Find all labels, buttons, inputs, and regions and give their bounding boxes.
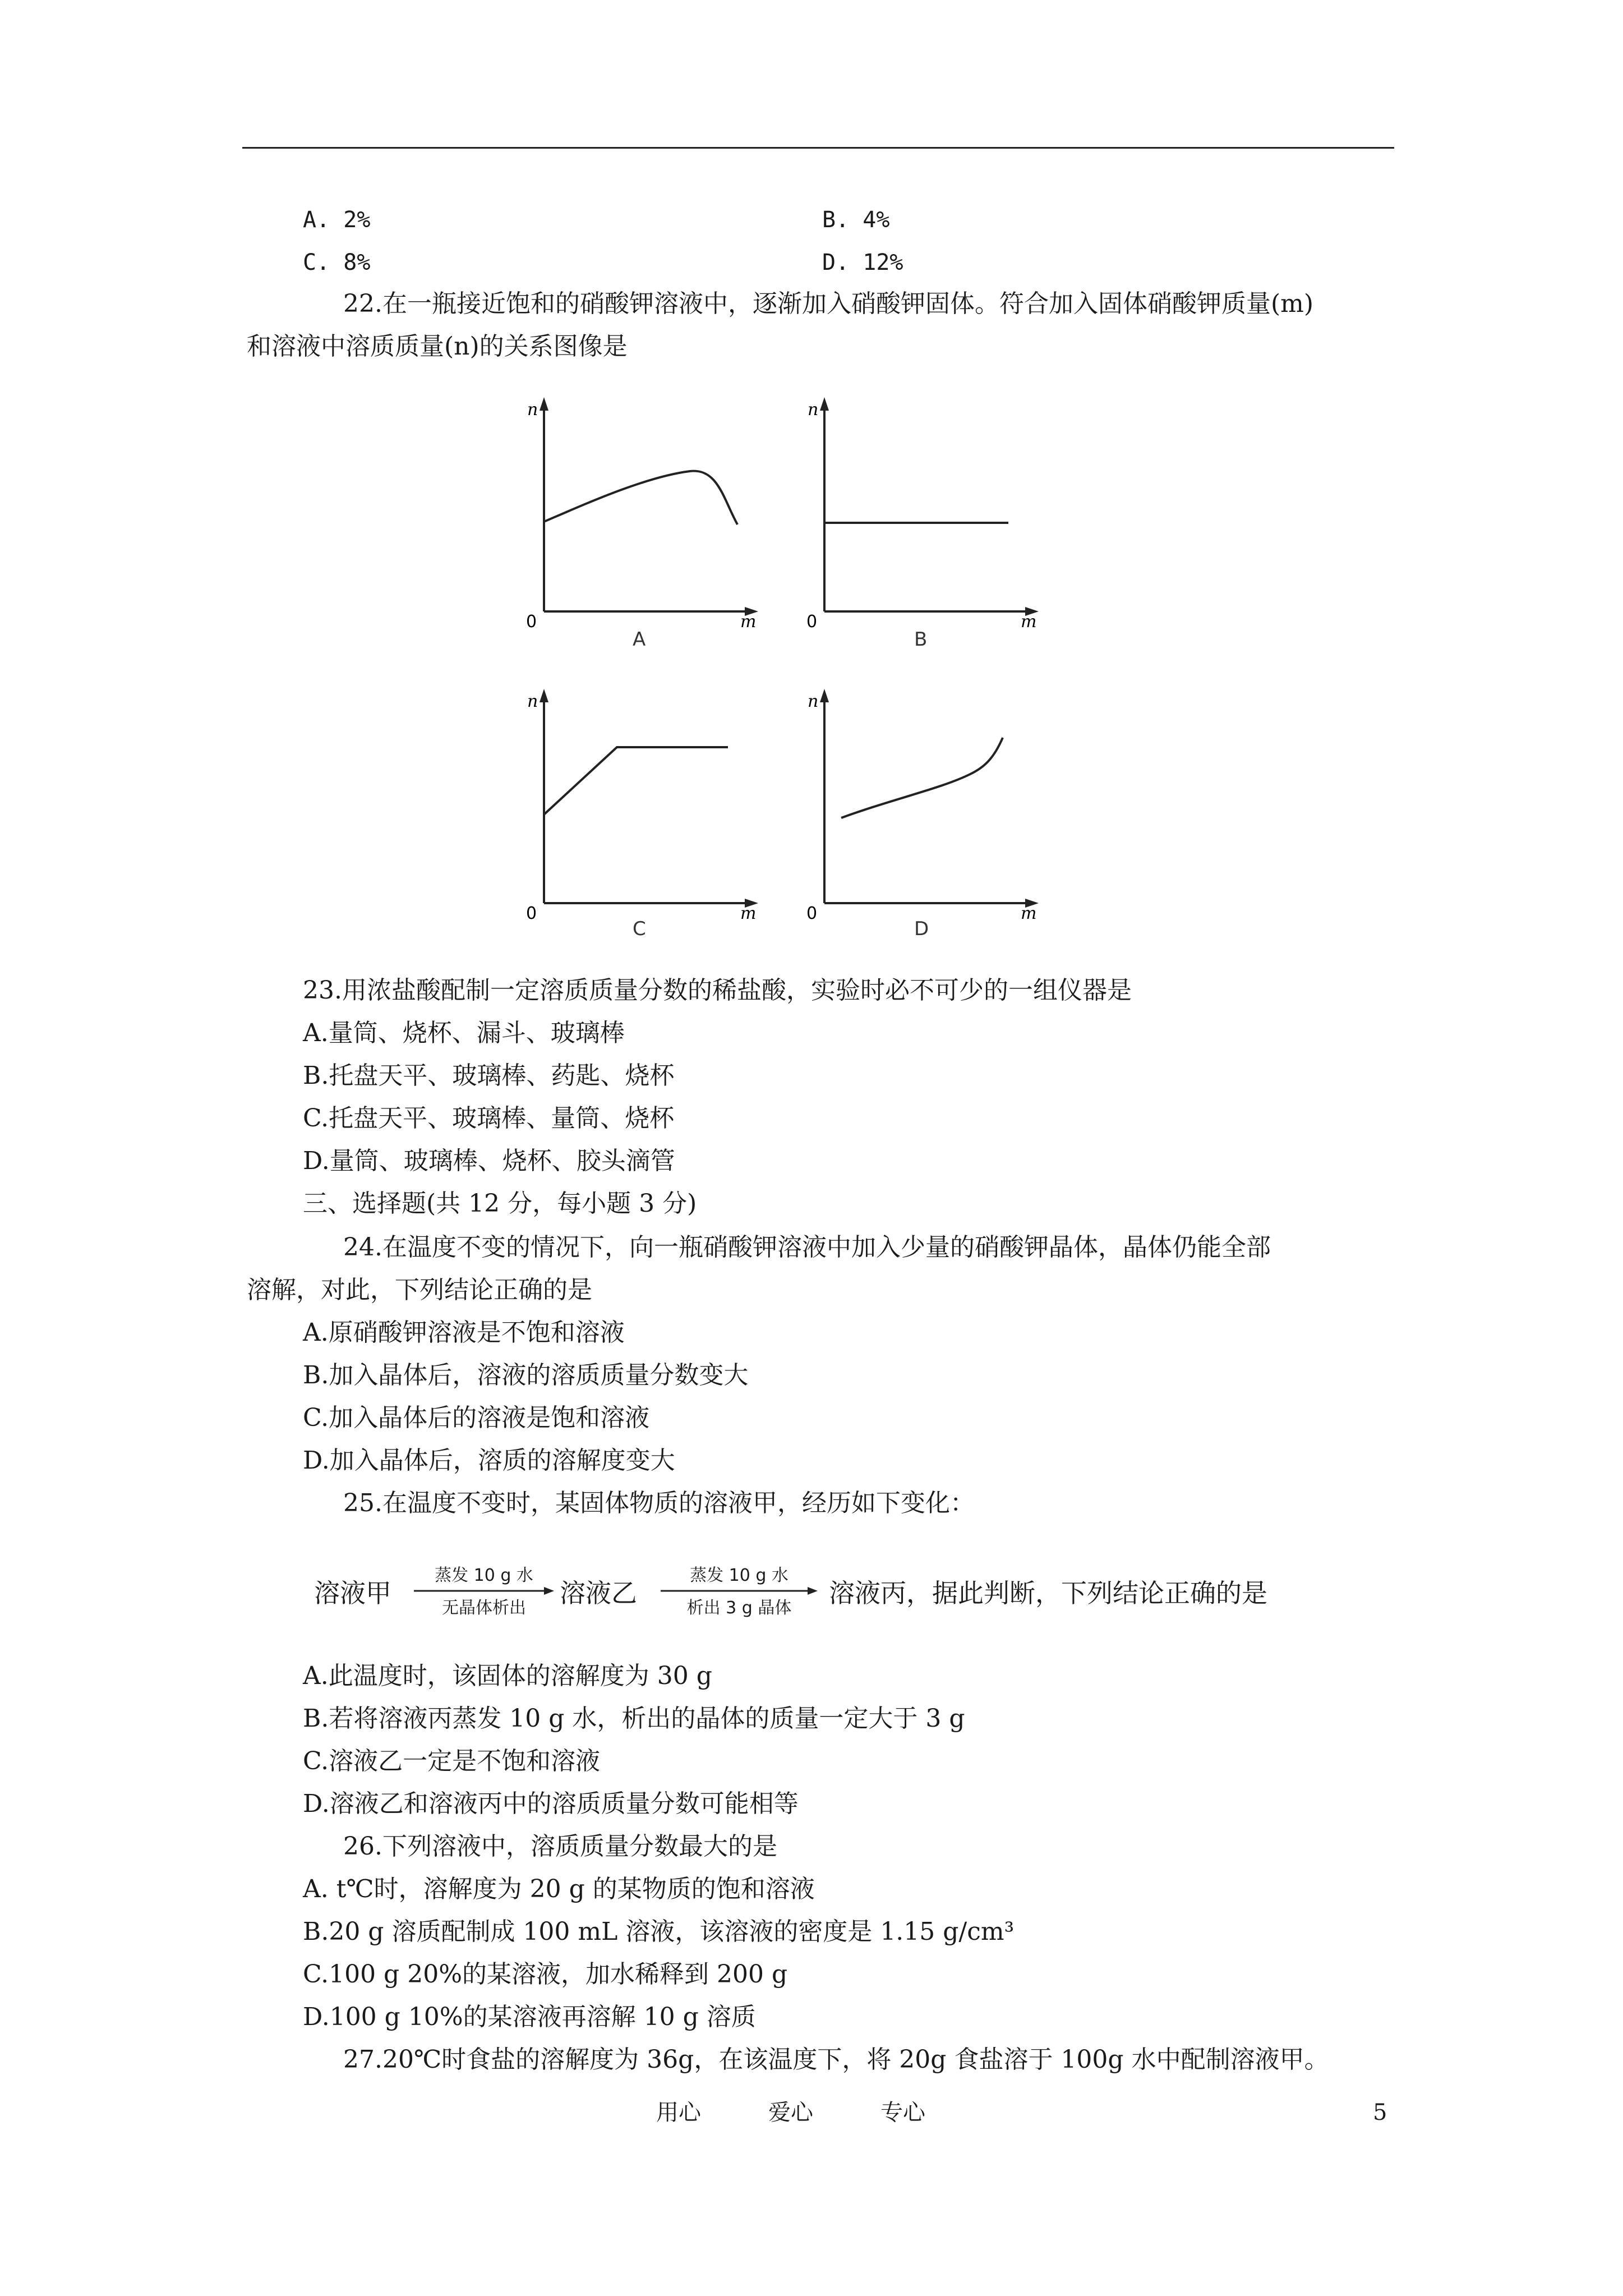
q26-option-a: A. t℃时，溶解度为 20 g 的某物质的饱和溶液 bbox=[303, 1875, 815, 1903]
flow-arrow-1 bbox=[414, 1565, 554, 1619]
footer-slogan-3: 专心 bbox=[880, 2100, 925, 2125]
q26-option-b: B.20 g 溶质配制成 100 mL 溶液，该溶液的密度是 1.15 g/cm³ bbox=[303, 1917, 1015, 1946]
flow-tail-text: 溶液丙，据此判断，下列结论正确的是 bbox=[829, 1578, 1267, 1608]
q25-stem: 25.在温度不变时，某固体物质的溶液甲，经历如下变化： bbox=[343, 1489, 975, 1517]
q22-stem-line1: 22.在一瓶接近饱和的硝酸钾溶液中，逐渐加入硝酸钾固体。符合加入固体硝酸钾质量(m) bbox=[343, 289, 1314, 318]
q22-stem-line2: 和溶液中溶质质量(n)的关系图像是 bbox=[247, 332, 628, 361]
graph-c-y-label: n bbox=[527, 692, 538, 711]
graph-d bbox=[796, 684, 1043, 920]
flow-arrow-1-top: 蒸发 10 g 水 bbox=[435, 1566, 533, 1585]
q25-option-b: B.若将溶液丙蒸发 10 g 水，析出的晶体的质量一定大于 3 g bbox=[303, 1704, 965, 1733]
footer-slogan-1: 用心 bbox=[656, 2100, 701, 2125]
q26-stem: 26.下列溶液中，溶质质量分数最大的是 bbox=[343, 1832, 777, 1861]
graph-b-caption: B bbox=[914, 628, 928, 651]
graph-a-caption: A bbox=[633, 628, 646, 651]
flow-arrow-2-bottom: 析出 3 g 晶体 bbox=[686, 1598, 792, 1618]
graph-c bbox=[516, 684, 763, 920]
q23-stem: 23.用浓盐酸配制一定溶质质量分数的稀盐酸，实验时必不可少的一组仪器是 bbox=[303, 976, 1132, 1005]
q24-stem-line1: 24.在温度不变的情况下，向一瓶硝酸钾溶液中加入少量的硝酸钾晶体，晶体仍能全部 bbox=[343, 1233, 1271, 1262]
graph-a-origin: 0 bbox=[526, 612, 537, 628]
graph-d-y-label: n bbox=[808, 692, 819, 711]
footer-slogan-2: 爱心 bbox=[768, 2100, 813, 2125]
q23-option-c: C.托盘天平、玻璃棒、量筒、烧杯 bbox=[303, 1104, 675, 1133]
q27-stem: 27.20℃时食盐的溶解度为 36g，在该温度下，将 20g 食盐溶于 100g 水中配制溶液甲。 bbox=[343, 2045, 1329, 2074]
q26-option-c: C.100 g 20%的某溶液，加水稀释到 200 g bbox=[303, 1960, 788, 1989]
q23-option-a: A.量筒、烧杯、漏斗、玻璃棒 bbox=[303, 1019, 625, 1047]
q25-option-a: A.此温度时，该固体的溶解度为 30 g bbox=[303, 1662, 712, 1690]
flow-solution-jia: 溶液甲 bbox=[314, 1578, 391, 1608]
q26-option-d: D.100 g 10%的某溶液再溶解 10 g 溶质 bbox=[303, 2003, 756, 2031]
graph-b-y-label: n bbox=[808, 400, 819, 420]
graph-a-x-label: m bbox=[740, 612, 757, 628]
graph-c-caption: C bbox=[633, 918, 646, 940]
q21-option-a: A. 2% bbox=[303, 207, 371, 233]
q21-option-c: C. 8% bbox=[303, 250, 371, 275]
graph-b-x-label: m bbox=[1021, 612, 1037, 628]
header-rule bbox=[242, 147, 1394, 149]
q24-option-d: D.加入晶体后，溶质的溶解度变大 bbox=[303, 1446, 675, 1475]
q24-option-a: A.原硝酸钾溶液是不饱和溶液 bbox=[303, 1318, 625, 1347]
graph-d-origin: 0 bbox=[806, 904, 818, 920]
q24-stem-line2: 溶解，对此，下列结论正确的是 bbox=[247, 1276, 592, 1304]
q24-option-b: B.加入晶体后，溶液的溶质质量分数变大 bbox=[303, 1361, 749, 1389]
flow-solution-yi: 溶液乙 bbox=[560, 1578, 637, 1608]
flow-arrow-2-top: 蒸发 10 g 水 bbox=[690, 1566, 789, 1585]
q24-option-c: C.加入晶体后的溶液是饱和溶液 bbox=[303, 1404, 650, 1432]
arrow-right-icon bbox=[414, 1586, 554, 1595]
graph-d-x-label: m bbox=[1021, 904, 1037, 920]
q23-option-b: B.托盘天平、玻璃棒、药匙、烧杯 bbox=[303, 1061, 675, 1090]
q21-option-d: D. 12% bbox=[822, 250, 903, 275]
section-heading: 三、选择题(共 12 分，每小题 3 分) bbox=[303, 1189, 697, 1218]
graph-b bbox=[796, 393, 1043, 628]
graph-c-origin: 0 bbox=[526, 904, 537, 920]
q23-option-d: D.量筒、玻璃棒、烧杯、胶头滴管 bbox=[303, 1147, 675, 1175]
page-number: 5 bbox=[1373, 2100, 1387, 2125]
graph-a-y-label: n bbox=[527, 400, 538, 420]
graph-a bbox=[516, 393, 763, 628]
q21-option-b: B. 4% bbox=[822, 207, 890, 233]
flow-arrow-1-bottom: 无晶体析出 bbox=[442, 1598, 526, 1618]
graph-d-caption: D bbox=[914, 918, 929, 940]
flow-arrow-2 bbox=[661, 1565, 818, 1619]
graph-c-x-label: m bbox=[740, 904, 757, 920]
arrow-right-icon bbox=[661, 1586, 818, 1595]
q25-option-d: D.溶液乙和溶液丙中的溶质质量分数可能相等 bbox=[303, 1789, 799, 1818]
q25-option-c: C.溶液乙一定是不饱和溶液 bbox=[303, 1747, 601, 1775]
graph-b-origin: 0 bbox=[806, 612, 818, 628]
